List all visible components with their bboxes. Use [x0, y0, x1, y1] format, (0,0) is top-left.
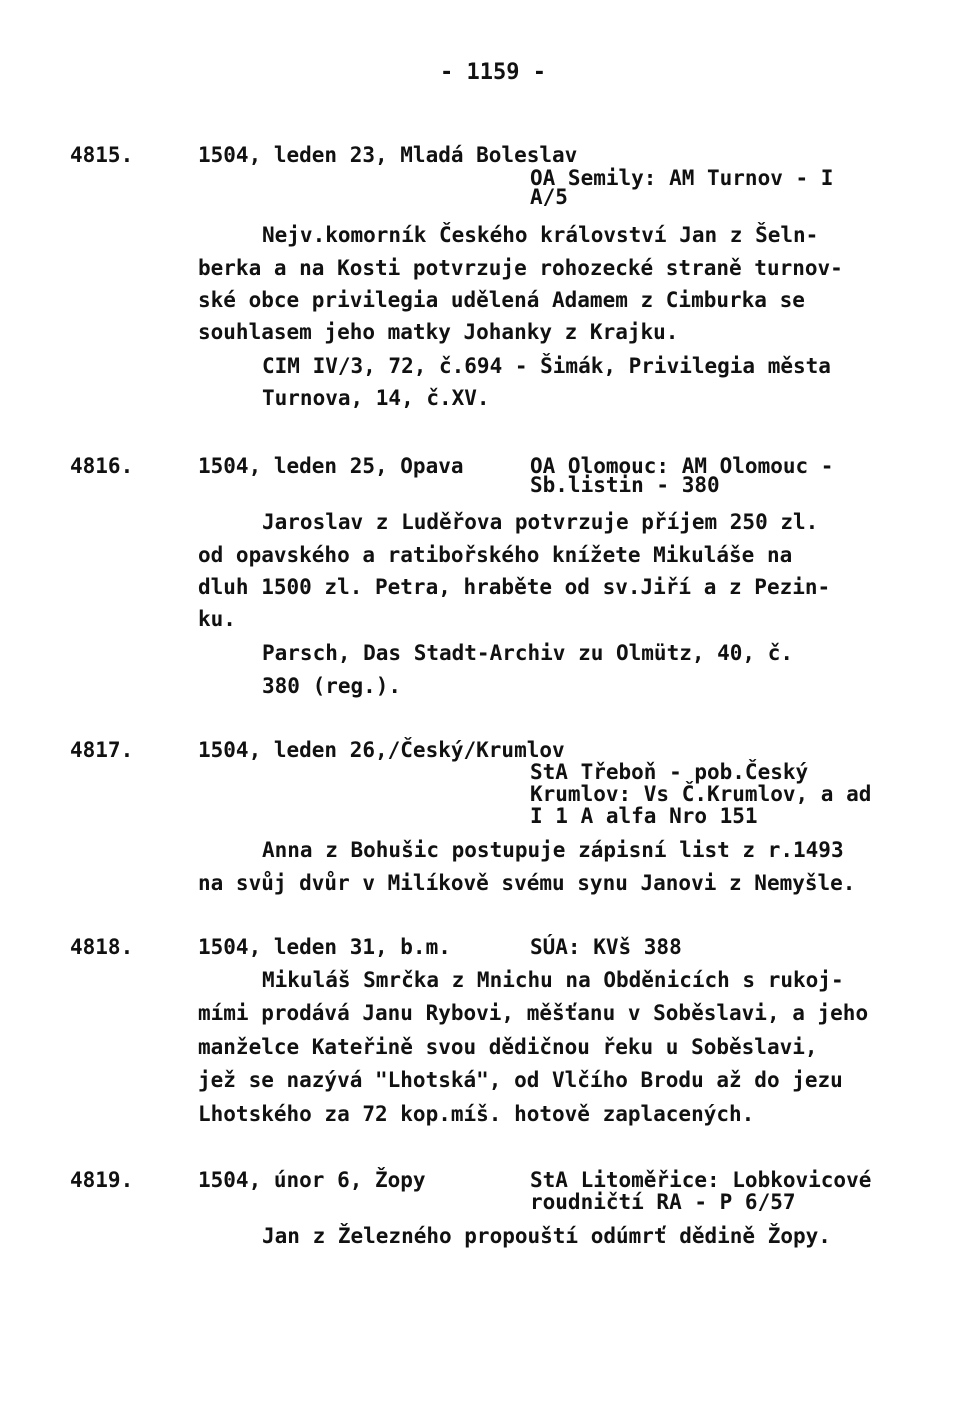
entry-text: ku. — [198, 607, 236, 631]
entry-archive: SÚA: KVš 388 — [530, 935, 682, 959]
entry-text: manželce Kateřině svou dědičnou řeku u Soběslavi, — [198, 1035, 818, 1059]
entry-text: ské obce privilegia udělená Adamem z Cimburka se — [198, 288, 805, 312]
entry-reference: Turnova, 14, č.XV. — [262, 386, 490, 410]
entry-date: 1504, leden 31, b.m. — [198, 935, 451, 959]
entry-date: 1504, leden 25, Opava — [198, 454, 464, 478]
entry-text: Lhotského za 72 kop.míš. hotově zaplacených. — [198, 1102, 755, 1126]
entry-number: 4815. — [70, 143, 134, 167]
entry-text: souhlasem jeho matky Johanky z Krajku. — [198, 320, 679, 344]
entry-date: 1504, únor 6, Žopy — [198, 1168, 426, 1192]
entry-archive: OA Semily: AM Turnov - I — [530, 166, 834, 190]
entry-text: dluh 1500 zl. Petra, hraběte od sv.Jiří a z Pezin- — [198, 575, 831, 599]
entry-text: jež se nazývá "Lhotská", od Vlčího Brodu až do jezu — [198, 1068, 843, 1092]
entry-text: od opavského a ratibořského knížete Mikuláše na — [198, 543, 793, 567]
entry-number: 4819. — [70, 1168, 134, 1192]
entry-text: Jaroslav z Luděřova potvrzuje příjem 250 zl. — [262, 510, 819, 534]
entry-archive: I 1 A alfa Nro 151 — [530, 804, 758, 828]
entry-text: Nejv.komorník Českého království Jan z Šeln- — [262, 223, 819, 247]
entry-archive: StA Litoměřice: Lobkovicové — [530, 1168, 872, 1192]
entry-number: 4816. — [70, 454, 134, 478]
entry-number: 4818. — [70, 935, 134, 959]
entry-archive: roudničtí RA - P 6/57 — [530, 1190, 796, 1214]
entry-archive: A/5 — [530, 185, 568, 209]
entry-archive: StA Třeboň - pob.Český — [530, 760, 809, 784]
entry-archive: Krumlov: Vs Č.Krumlov, a ad — [530, 782, 872, 806]
entry-text: Mikuláš Smrčka z Mnichu na Obděnicích s rukoj- — [262, 968, 844, 992]
entry-reference: Parsch, Das Stadt-Archiv zu Olmütz, 40, č. — [262, 641, 794, 665]
entry-reference: 380 (reg.). — [262, 674, 402, 698]
entry-number: 4817. — [70, 738, 134, 762]
entry-archive: Sb.listin - 380 — [530, 473, 720, 497]
entry-text: mími prodává Janu Rybovi, měšťanu v Soběslavi, a jeho — [198, 1001, 869, 1025]
entry-text: na svůj dvůr v Milíkově svému synu Janovi z Nemyšle. — [198, 871, 856, 895]
entry-text: Anna z Bohušic postupuje zápisní list z r.1493 — [262, 838, 844, 862]
entry-reference: CIM IV/3, 72, č.694 - Šimák, Privilegia města — [262, 354, 831, 378]
entry-text: Jan z Železného propouští odúmrť dědině Žopy. — [262, 1224, 831, 1248]
entry-date: 1504, leden 23, Mladá Boleslav — [198, 143, 578, 167]
entry-date: 1504, leden 26,/Český/Krumlov — [198, 738, 565, 762]
page-number: - 1159 - — [440, 60, 546, 85]
entry-text: berka a na Kosti potvrzuje rohozecké straně turnov- — [198, 256, 843, 280]
entry-archive: OA Olomouc: AM Olomouc - — [530, 454, 834, 478]
